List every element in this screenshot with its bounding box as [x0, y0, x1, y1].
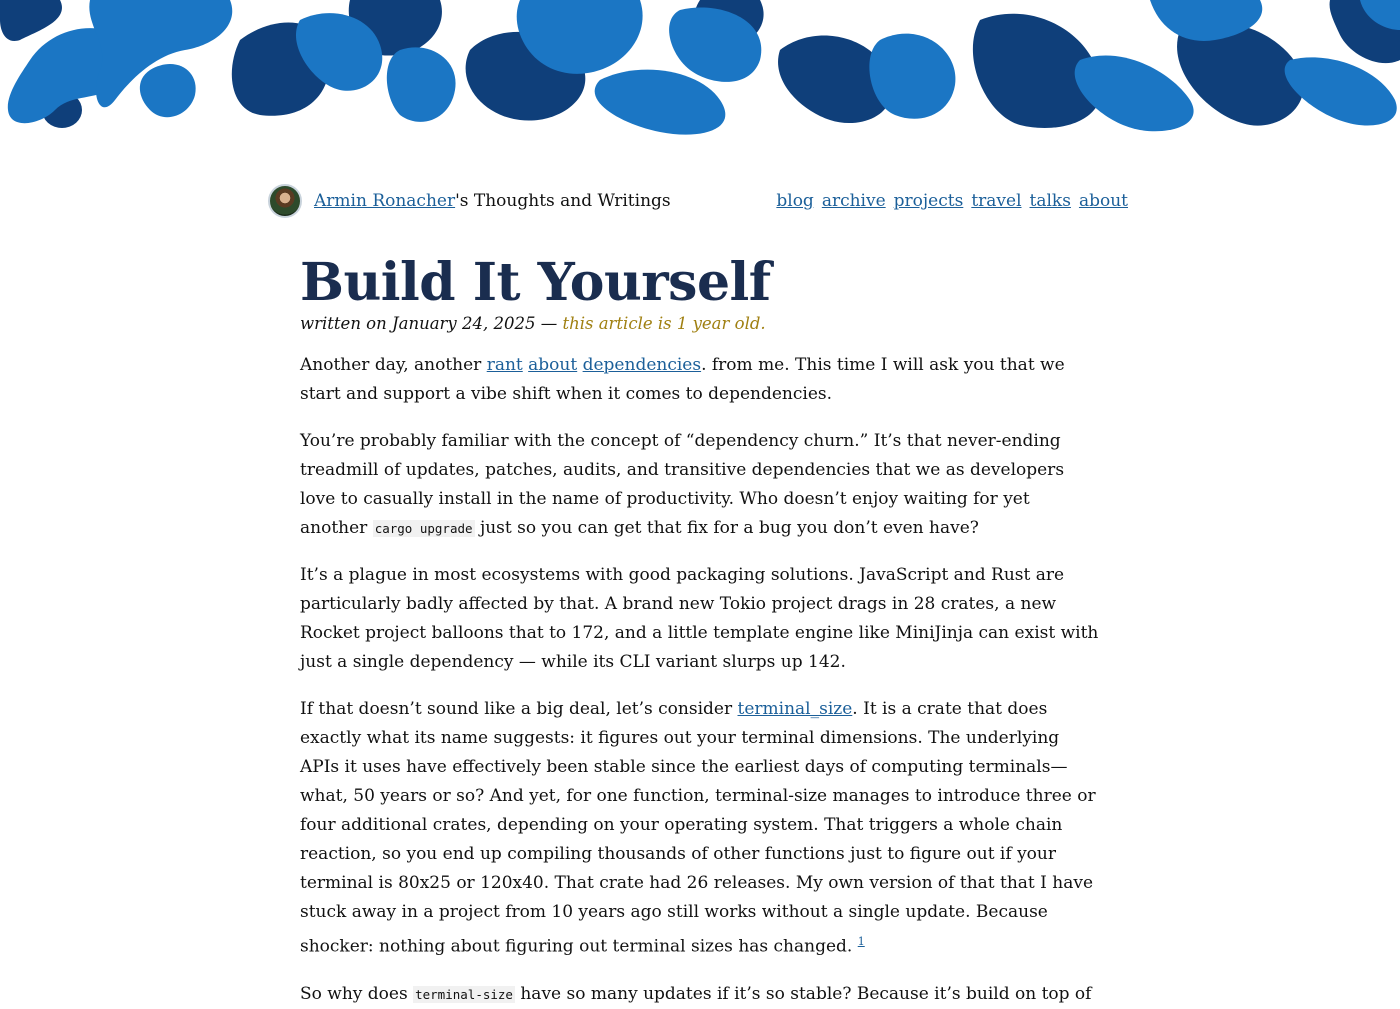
text-span: have so many updates if it’s so stable? Because it’s build on top of [514, 983, 1092, 1004]
nav-archive[interactable]: archive [821, 191, 886, 211]
site-title-suffix: 's Thoughts and Writings [455, 191, 671, 211]
site-title [314, 191, 671, 211]
article-age-note: this article is 1 year old. [562, 314, 766, 333]
link-about[interactable]: about [528, 355, 578, 375]
article-meta [300, 314, 1100, 333]
article-title: Build It Yourself [300, 252, 771, 313]
avatar [268, 184, 302, 218]
written-date: written on January 24, 2025 — [300, 314, 563, 333]
camouflage-pattern [0, 0, 1400, 160]
text-span: . from me. This time I will ask you that we start and support a vibe shift when it comes to dependencies. [300, 355, 1065, 404]
text-span: just so you can get that fix for a bug you don’t even have? [474, 518, 979, 538]
nav-travel[interactable]: travel [971, 191, 1022, 211]
link-rant[interactable]: rant [486, 355, 523, 375]
article [300, 248, 1100, 1009]
paragraph-2 [300, 427, 1100, 543]
author-link[interactable]: Armin Ronacher [314, 191, 456, 211]
text-span: You’re probably familiar with the concept of “dependency churn.” It’s that never-ending treadmill of updates, patches, audits, and transitive dependencies that we as developers love to casually install in the name of productivity. Who doesn’t enjoy waiting for yet another [300, 431, 1065, 538]
paragraph-5 [300, 980, 1100, 1009]
paragraph-3: It’s a plague in most ecosystems with good packaging solutions. JavaScript and Rust are particularly badly affected by that. A brand new Tokio project drags in 28 crates, a new Rocket project balloons that to 172, and a little template engine like MiniJinja can exist with just a single dependency — while its CLI variant slurps up 142. [300, 565, 1099, 672]
text-span: . It is a crate that does exactly what its name suggests: it figures out your terminal dimensions. The underlying APIs it uses have effectively been stable since the earliest days of computing terminals—what, 50 years or so? And yet, for one function, terminal-size manages to introduce three or four additional crates, depending on your operating system. That triggers a whole chain reaction, so you end up compiling thousands of other functions just to figure out if your terminal is 80x25 or 120x40. That crate had 26 releases. My own version of that that I have stuck away in a project from 10 years ago still works without a single update. Because shocker: nothing about figuring out terminal sizes has changed. [300, 699, 1096, 957]
header-banner [0, 0, 1400, 160]
inline-code: cargo upgrade [374, 521, 473, 536]
nav-talks[interactable]: talks [1029, 191, 1071, 211]
paragraph-1 [300, 351, 1100, 409]
link-terminal-size[interactable]: terminal_size [737, 699, 853, 719]
nav-projects[interactable]: projects [893, 191, 964, 211]
site-brand [268, 184, 671, 218]
paragraph-4 [300, 695, 1100, 962]
text-span: So why does [300, 983, 414, 1004]
site-header [268, 182, 1128, 220]
footnote-link[interactable]: 1 [857, 935, 865, 948]
nav-blog[interactable]: blog [776, 191, 814, 211]
text-span: If that doesn’t sound like a big deal, let’s consider [300, 699, 738, 719]
main-nav [776, 191, 1128, 211]
inline-code: terminal-size [415, 986, 513, 1002]
link-dependencies[interactable]: dependencies [582, 355, 702, 375]
text-span: Another day, another [300, 355, 487, 375]
nav-about[interactable]: about [1078, 191, 1128, 211]
